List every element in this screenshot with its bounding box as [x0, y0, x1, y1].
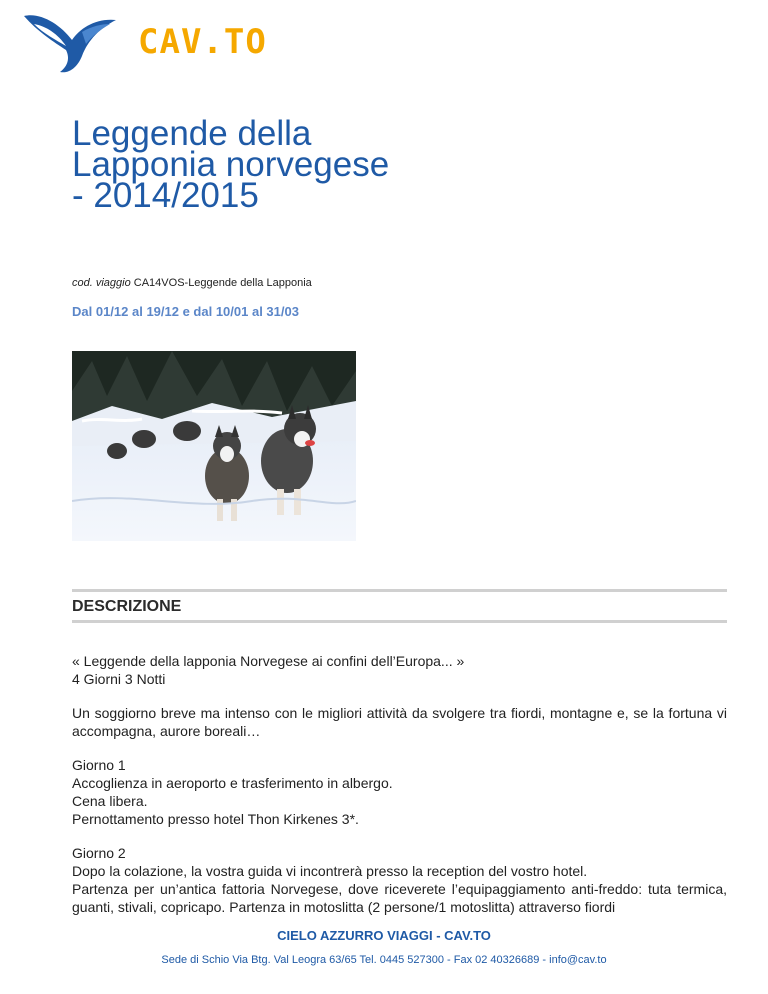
day-2-title: Giorno 2: [72, 845, 126, 861]
description-duration: 4 Giorni 3 Notti: [72, 671, 166, 687]
cavto-logo[interactable]: [20, 10, 267, 76]
day-2-line: Dopo la colazione, la vostra guida vi incontrerà presso la reception del vostro hotel.: [72, 863, 588, 879]
section-title: DESCRIZIONE: [72, 598, 182, 615]
day-1-line: Cena libera.: [72, 793, 148, 809]
page-title: Leggende della Lapponia norvegese - 2014/2015: [72, 114, 390, 215]
section-header: [72, 589, 727, 623]
day-1: [72, 756, 727, 828]
trip-code-value: CA14VOS-Leggende della Lapponia: [133, 277, 312, 289]
description-paragraph: Un soggiorno breve ma intenso con le migliori attività da svolgere tra fiordi, montagne e, se la fortuna vi accompagna, aurore boreali…: [72, 705, 727, 739]
description-quote: « Leggende della lapponia Norvegese ai confini dell’Europa... »: [72, 653, 465, 669]
day-2-line: Partenza per un’antica fattoria Norvegese, dove riceverete l’equipaggiamento anti-freddo: tuta termica, guanti, stivali, copricapo. Partenza in motoslitta (2 persone/1 motoslitta) attraverso fiordi: [72, 881, 727, 915]
bird-logo-icon: [20, 10, 130, 76]
day-1-line: Accoglienza in aeroporto e trasferimento in albergo.: [72, 775, 393, 791]
brand-name: CAV.TO: [138, 22, 267, 62]
description-body: [72, 652, 727, 932]
day-2: [72, 844, 727, 916]
day-1-title: Giorno 1: [72, 757, 126, 773]
footer-company: CIELO AZZURRO VIAGGI - CAV.TO: [277, 928, 491, 943]
husky-sled-photo: [72, 351, 356, 541]
footer-address: Sede di Schio Via Btg. Val Leogra 63/65 Tel. 0445 527300 - Fax 02 40326689 - info@cav.to: [161, 954, 607, 966]
trip-code-label: cod. viaggio: [72, 277, 131, 289]
trip-code: [72, 277, 312, 289]
description-intro: [72, 652, 727, 688]
day-1-line: Pernottamento presso hotel Thon Kirkenes 3*.: [72, 811, 359, 827]
trip-dates: Dal 01/12 al 19/12 e dal 10/01 al 31/03: [72, 304, 299, 319]
